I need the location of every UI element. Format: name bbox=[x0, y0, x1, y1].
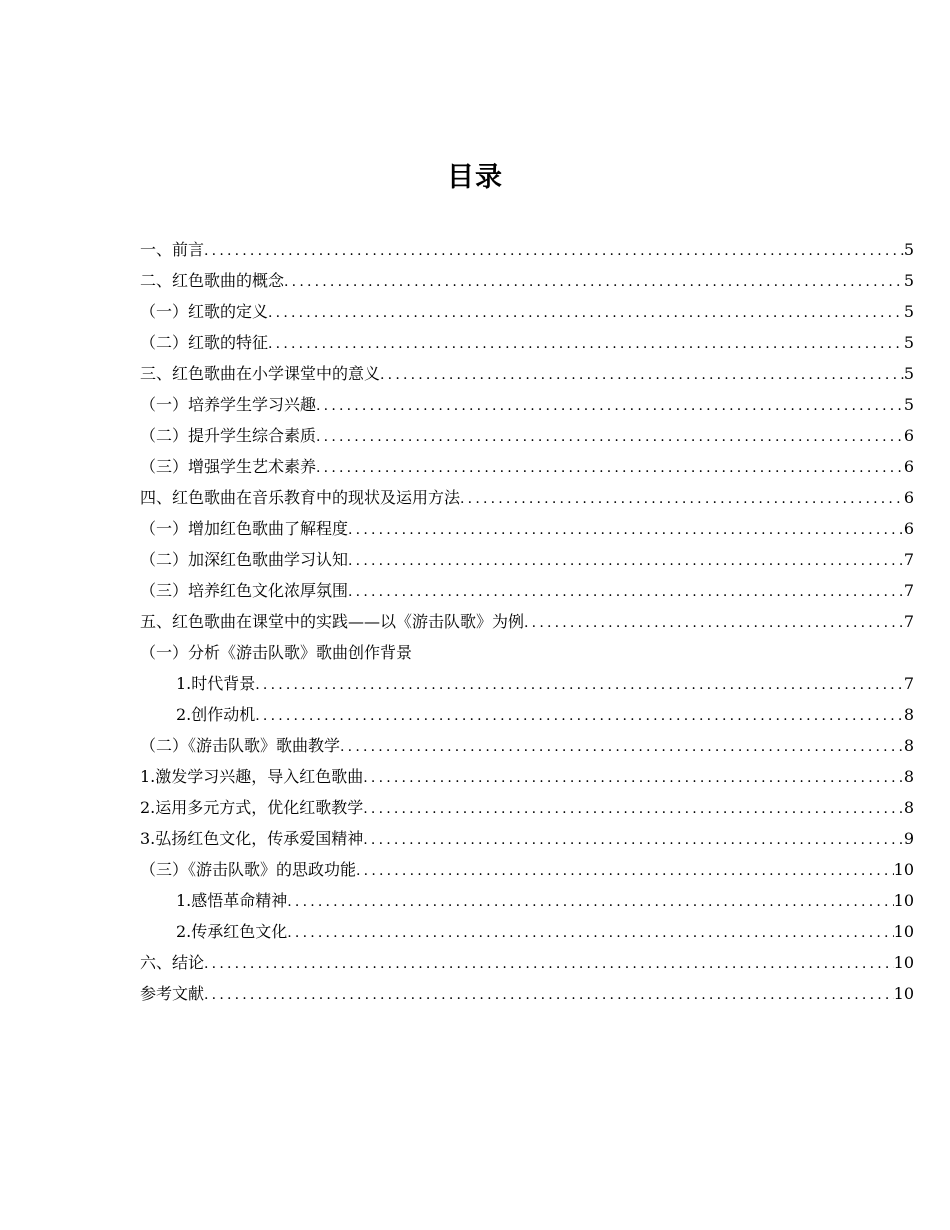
toc-dot-leader bbox=[363, 763, 904, 792]
toc-page-number: 6 bbox=[903, 457, 914, 476]
toc-page-number: 8 bbox=[903, 705, 914, 724]
toc-page-number: 10 bbox=[893, 922, 914, 941]
toc-dot-leader bbox=[363, 825, 904, 854]
toc-page-number: 5 bbox=[903, 333, 914, 352]
toc-dot-leader bbox=[287, 887, 893, 916]
toc-page-number: 7 bbox=[903, 581, 914, 600]
toc-entry[interactable] bbox=[140, 854, 914, 885]
toc-entry-title: 1.感悟革命精神 bbox=[176, 891, 288, 910]
toc-page-number: 7 bbox=[903, 612, 914, 631]
toc-page-number: 5 bbox=[903, 395, 914, 414]
toc-entry[interactable] bbox=[140, 947, 914, 978]
toc-entry-title: 三、红色歌曲在小学课堂中的意义 bbox=[140, 364, 381, 383]
toc-entry-title: （一）红歌的定义 bbox=[140, 302, 269, 321]
toc-entry[interactable] bbox=[140, 885, 914, 916]
toc-entry[interactable] bbox=[140, 730, 914, 761]
toc-page-number: 5 bbox=[903, 364, 914, 383]
toc-entry-title: 3.弘扬红色文化，传承爱国精神 bbox=[140, 829, 364, 848]
toc-page-number: 5 bbox=[903, 271, 914, 290]
toc-dot-leader bbox=[316, 422, 904, 451]
toc-entry-title: 2.传承红色文化 bbox=[176, 922, 288, 941]
toc-entry-title: 1.激发学习兴趣，导入红色歌曲 bbox=[140, 767, 364, 786]
toc-entry-title: 2.创作动机 bbox=[176, 705, 256, 724]
toc-dot-leader bbox=[204, 980, 894, 1009]
toc-dot-leader bbox=[348, 577, 904, 606]
toc-dot-leader bbox=[460, 484, 904, 513]
toc-entry[interactable] bbox=[140, 978, 914, 1009]
toc-page-number: 7 bbox=[903, 674, 914, 693]
toc-entry[interactable] bbox=[140, 792, 914, 823]
toc-entry[interactable] bbox=[140, 544, 914, 575]
toc-entry-title: 2.运用多元方式，优化红歌教学 bbox=[140, 798, 364, 817]
toc-entry[interactable] bbox=[140, 575, 914, 606]
toc-page-number: 5 bbox=[903, 302, 914, 321]
toc-dot-leader bbox=[524, 608, 904, 637]
table-of-contents bbox=[140, 234, 914, 1009]
toc-dot-leader bbox=[287, 918, 893, 947]
toc-dot-leader bbox=[348, 546, 904, 575]
toc-entry[interactable] bbox=[140, 451, 914, 482]
toc-page-number: 8 bbox=[903, 736, 914, 755]
toc-page-number: 7 bbox=[903, 550, 914, 569]
toc-dot-leader bbox=[204, 949, 894, 978]
toc-entry-title: （一）培养学生学习兴趣 bbox=[140, 395, 317, 414]
toc-page-number: 10 bbox=[893, 891, 914, 910]
toc-entry[interactable] bbox=[140, 389, 914, 420]
toc-dot-leader bbox=[316, 453, 904, 482]
toc-page-number: 10 bbox=[893, 984, 914, 1003]
toc-entry-title: （二）提升学生综合素质 bbox=[140, 426, 317, 445]
toc-dot-leader bbox=[284, 267, 904, 296]
toc-entry-title: （一）增加红色歌曲了解程度 bbox=[140, 519, 349, 538]
page-title: 目录 bbox=[447, 162, 503, 193]
toc-entry[interactable] bbox=[140, 327, 914, 358]
toc-entry[interactable] bbox=[140, 296, 914, 327]
toc-entry-title: 参考文献 bbox=[140, 984, 205, 1003]
toc-entry-title: （三）培养红色文化浓厚氛围 bbox=[140, 581, 349, 600]
toc-entry[interactable] bbox=[140, 234, 914, 265]
toc-entry-title: 二、红色歌曲的概念 bbox=[140, 271, 285, 290]
toc-entry[interactable] bbox=[140, 265, 914, 296]
toc-page-number: 8 bbox=[903, 767, 914, 786]
toc-entry[interactable] bbox=[140, 420, 914, 451]
toc-entry-title: 1.时代背景 bbox=[176, 674, 256, 693]
toc-entry-title: （二）《游击队歌》歌曲教学 bbox=[140, 736, 341, 755]
toc-entry[interactable] bbox=[140, 761, 914, 792]
toc-entry-title: 一、前言 bbox=[140, 240, 205, 259]
toc-entry-title: （三）增强学生艺术素养 bbox=[140, 457, 317, 476]
toc-entry[interactable] bbox=[140, 637, 914, 668]
toc-entry[interactable] bbox=[140, 699, 914, 730]
toc-entry[interactable] bbox=[140, 668, 914, 699]
toc-entry[interactable] bbox=[140, 916, 914, 947]
toc-page-number: 6 bbox=[903, 426, 914, 445]
toc-page-number: 9 bbox=[903, 829, 914, 848]
toc-page-number: 6 bbox=[903, 488, 914, 507]
toc-page-number: 8 bbox=[903, 798, 914, 817]
toc-page-number: 5 bbox=[903, 240, 914, 259]
toc-dot-leader bbox=[268, 329, 904, 358]
toc-page-number: 10 bbox=[893, 860, 914, 879]
toc-dot-leader bbox=[363, 794, 904, 823]
toc-entry-title: 四、红色歌曲在音乐教育中的现状及运用方法 bbox=[140, 488, 461, 507]
toc-entry[interactable] bbox=[140, 513, 914, 544]
toc-dot-leader bbox=[380, 360, 904, 389]
toc-page-number: 10 bbox=[893, 953, 914, 972]
toc-entry-title: （三）《游击队歌》的思政功能 bbox=[140, 860, 357, 879]
toc-entry-title: （二）红歌的特征 bbox=[140, 333, 269, 352]
toc-entry-title: （一）分析《游击队歌》歌曲创作背景 bbox=[140, 643, 413, 662]
toc-entry-title: 五、红色歌曲在课堂中的实践——以《游击队歌》为例 bbox=[140, 612, 525, 631]
toc-dot-leader bbox=[340, 732, 904, 761]
toc-dot-leader bbox=[268, 298, 904, 327]
toc-dot-leader bbox=[316, 391, 904, 420]
toc-dot-leader bbox=[255, 701, 904, 730]
toc-entry[interactable] bbox=[140, 606, 914, 637]
toc-page-number: 6 bbox=[903, 519, 914, 538]
toc-entry-title: 六、结论 bbox=[140, 953, 205, 972]
toc-dot-leader bbox=[255, 670, 904, 699]
toc-dot-leader bbox=[356, 856, 894, 885]
toc-entry[interactable] bbox=[140, 482, 914, 513]
toc-dot-leader bbox=[204, 236, 904, 265]
toc-entry[interactable] bbox=[140, 358, 914, 389]
toc-dot-leader bbox=[348, 515, 904, 544]
toc-entry[interactable] bbox=[140, 823, 914, 854]
toc-entry-title: （二）加深红色歌曲学习认知 bbox=[140, 550, 349, 569]
